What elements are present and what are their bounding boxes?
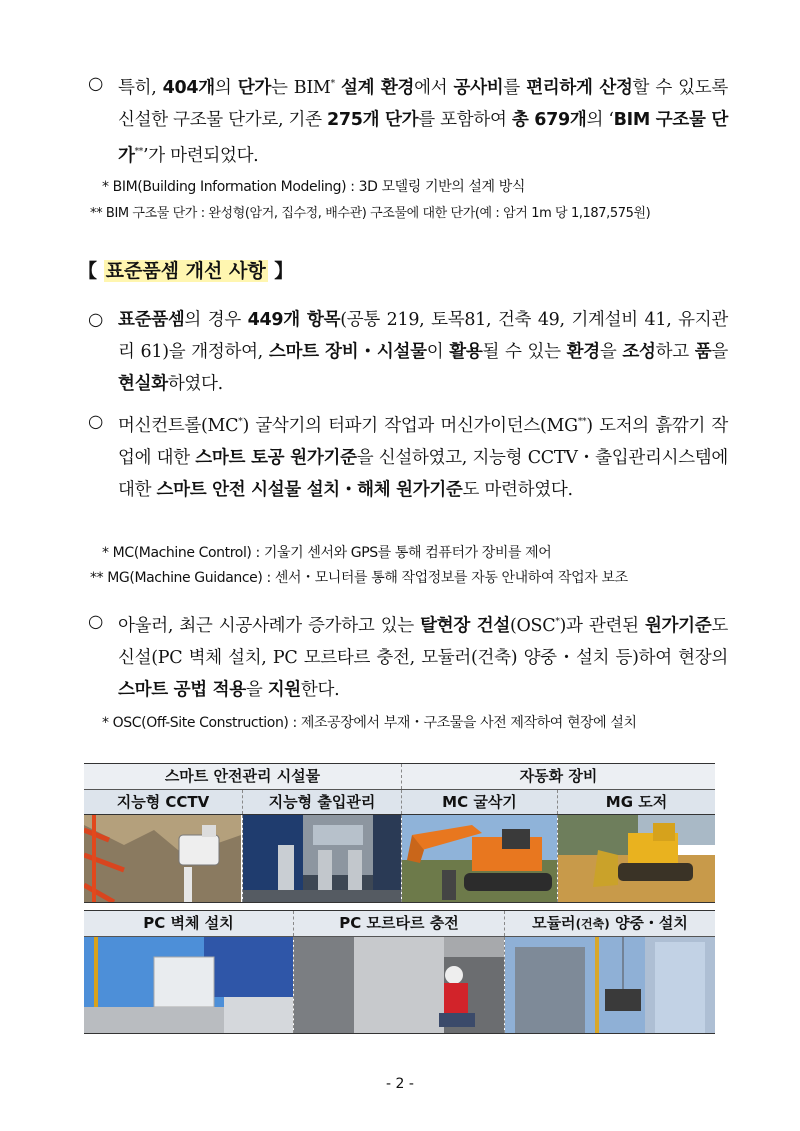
pc-wall-image — [84, 937, 293, 1033]
bullet-icon: ○ — [88, 612, 103, 632]
col-cctv: 지능형 CCTV — [116, 793, 210, 811]
table-subheader — [84, 790, 715, 815]
bullet-icon: ○ — [88, 412, 103, 432]
paragraph-bim — [88, 68, 728, 172]
col-access-control: 지능형 출입관리 — [268, 793, 376, 811]
paragraph-text: 아울러, 최근 시공사례가 증가하고 있는 탈현장 건설(OSC*)과 관련된 원가기준도 신설(PC 벽체 설치, PC 모르타르 충전, 모듈러(건축) 양중・설치 등)하여 현장의 스마트 공법 적용을 지원한다. — [118, 615, 728, 700]
col-mg-dozer: MG 도저 — [605, 793, 668, 811]
photo-table-smart — [84, 763, 715, 903]
table-header — [84, 910, 715, 937]
photo-pc-mortar — [294, 937, 504, 1033]
group-safety-facilities: 스마트 안전관리 시설물 — [164, 767, 321, 785]
photo-excavator — [402, 815, 557, 902]
footnote-bim: * BIM(Building Information Modeling) : 3D 모델링 기반의 설계 방식 — [102, 179, 525, 195]
footnote-mg: ** MG(Machine Guidance) : 센서・모니터를 통해 작업정보를 자동 안내하여 작업자 보조 — [90, 570, 628, 586]
col-pc-mortar: PC 모르타르 충전 — [339, 914, 459, 932]
table-group-header — [84, 763, 715, 790]
paragraph-text: 머신컨트롤(MC*) 굴삭기의 터파기 작업과 머신가이던스(MG**) 도저의 흙깎기 작업에 대한 스마트 토공 원가기준을 신설하였고, 지능형 CCTV・출입관리시스템에 대한 스마트 안전 시설물 설치・해체 원가기준도 마련하였다. — [118, 415, 728, 500]
photo-dozer — [558, 815, 715, 902]
footnote-mc: * MC(Machine Control) : 기울기 센서와 GPS를 통해 컴퓨터가 장비를 제어 — [102, 545, 552, 561]
col-pc-wall: PC 벽체 설치 — [143, 914, 234, 932]
paragraph-osc — [88, 606, 728, 706]
photo-row — [84, 937, 715, 1034]
modular-image — [505, 937, 715, 1033]
paragraph-text: 특히, 404개의 단가는 BIM* 설계 환경에서 공사비를 편리하게 산정할 수 있도록 신설한 구조물 단가로, 기존 275개 단가를 포함하여 총 679개의 ‘BIM 구조물 단가**’가 마련되었다. — [118, 77, 728, 166]
footnote-osc: * OSC(Off-Site Construction) : 제조공장에서 부재・구조물을 사전 제작하여 현장에 설치 — [102, 715, 637, 731]
photo-cctv — [84, 815, 241, 902]
group-automation-equipment: 자동화 장비 — [519, 767, 598, 785]
paragraph-text: 표준품셈의 경우 449개 항목(공통 219, 토목81, 건축 49, 기계설비 41, 유지관리 61)을 개정하여, 스마트 장비・시설물이 활용될 수 있는 환경을 조성하고 품을 현실화하였다. — [118, 310, 728, 394]
dozer-image — [558, 815, 715, 902]
footnote-bim-unit: ** BIM 구조물 단가 : 완성형(암거, 집수정, 배수관) 구조물에 대한 단가(예 : 암거 1m 당 1,187,575원) — [90, 206, 651, 221]
col-mc-excavator: MC 굴삭기 — [442, 793, 517, 811]
excavator-image — [402, 815, 557, 902]
page-number: - 2 - — [386, 1076, 414, 1092]
photo-row — [84, 815, 715, 903]
bullet-icon: ○ — [88, 310, 103, 330]
paragraph-smart-earthwork — [88, 406, 728, 506]
gate-image — [243, 815, 401, 902]
photo-access-control — [243, 815, 401, 902]
paragraph-standard — [88, 304, 728, 400]
photo-table-osc — [84, 910, 715, 1034]
bullet-icon: ○ — [88, 74, 103, 94]
section-heading: 【 표준품셈 개선 사항 】 — [78, 260, 294, 282]
col-modular: 모듈러(건축) 양중・설치 — [532, 914, 688, 932]
mortar-image — [294, 937, 504, 1033]
cctv-image — [84, 815, 241, 902]
photo-pc-wall — [84, 937, 293, 1033]
photo-modular — [505, 937, 715, 1033]
